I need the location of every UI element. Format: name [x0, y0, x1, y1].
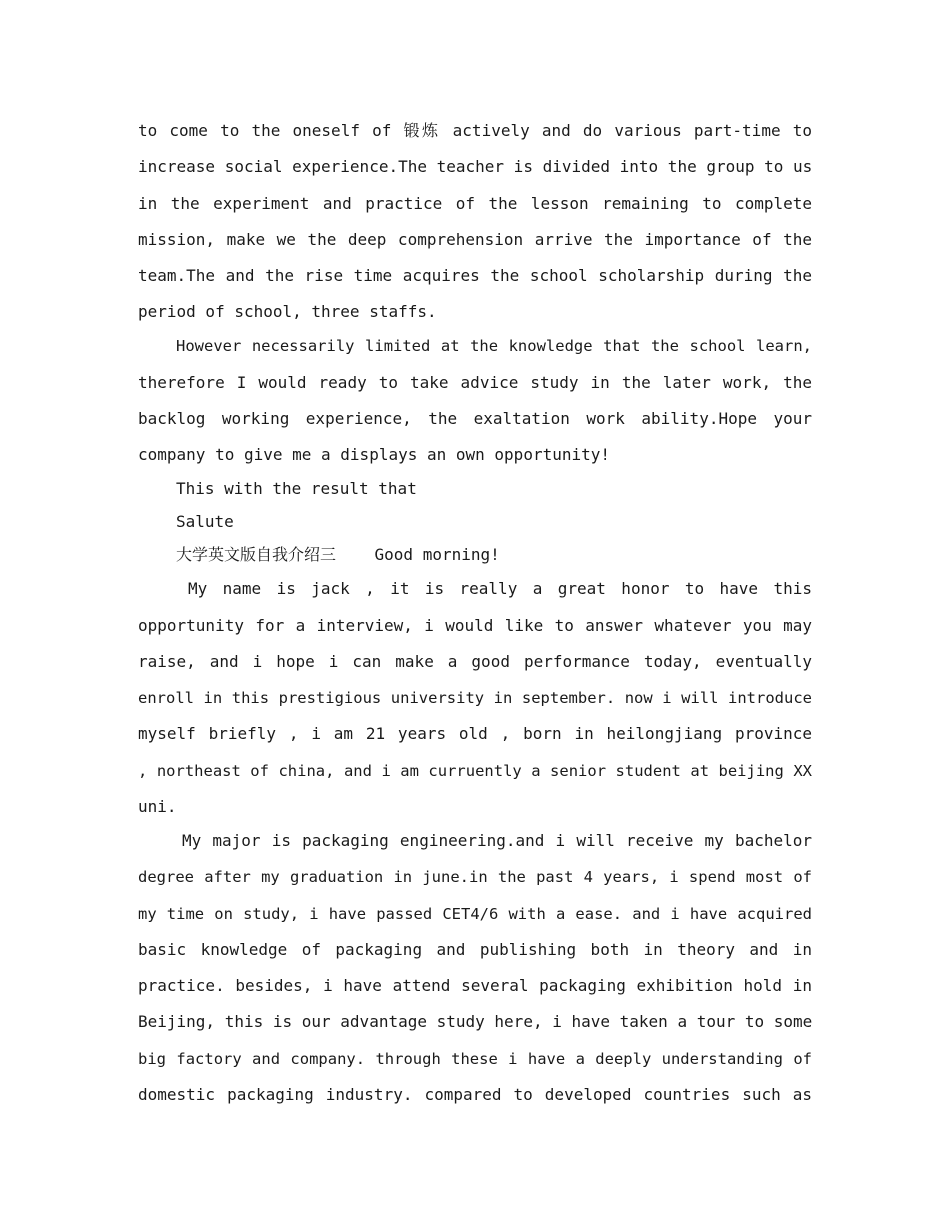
text-line: backlog working experience, the exaltation work ability.Hope your [138, 409, 812, 428]
text-line: therefore I would ready to take advice study in the later work, the [138, 373, 812, 392]
text-line: my time on study, i have passed CET4/6 with a ease. and i have acquired [138, 905, 812, 923]
text-line: My name is jack , it is really a great honor to have this [188, 579, 812, 598]
text-line: uni. [138, 797, 177, 816]
text-line: However necessarily limited at the knowledge that the school learn, [176, 337, 812, 355]
text-line: increase social experience.The teacher is divided into the group to us [138, 157, 812, 176]
text-line: domestic packaging industry. compared to developed countries such as [138, 1085, 812, 1104]
text-line: practice. besides, i have attend several packaging exhibition hold in [138, 976, 812, 995]
text-line: basic knowledge of packaging and publishing both in theory and in [138, 940, 812, 959]
text-line: to come to the oneself of 锻炼 actively and do various part-time to [138, 121, 812, 140]
text-line: company to give me a displays an own opportunity! [138, 445, 611, 464]
text-line: Beijing, this is our advantage study here, i have taken a tour to some [138, 1012, 812, 1031]
text-line: period of school, three staffs. [138, 302, 437, 321]
text-line: in the experiment and practice of the lesson remaining to complete [138, 194, 812, 213]
text-line: degree after my graduation in june.in the past 4 years, i spend most of [138, 868, 812, 886]
section-heading: 大学英文版自我介绍三 Good morning! [176, 545, 500, 564]
text-line: raise, and i hope i can make a good performance today, eventually [138, 652, 812, 671]
text-line: myself briefly , i am 21 years old , born in heilongjiang province [138, 724, 812, 743]
text-line: enroll in this prestigious university in september. now i will introduce [138, 689, 812, 707]
text-line: opportunity for a interview, i would like to answer whatever you may [138, 616, 812, 635]
text-line: Salute [176, 512, 234, 531]
text-line: This with the result that [176, 479, 417, 498]
text-line: , northeast of china, and i am curruently a senior student at beijing XX [138, 762, 812, 780]
text-line: team.The and the rise time acquires the school scholarship during the [138, 266, 812, 285]
text-line: big factory and company. through these i have a deeply understanding of [138, 1050, 812, 1068]
text-line: mission, make we the deep comprehension arrive the importance of the [138, 230, 812, 249]
text-line: My major is packaging engineering.and i will receive my bachelor [182, 831, 812, 850]
